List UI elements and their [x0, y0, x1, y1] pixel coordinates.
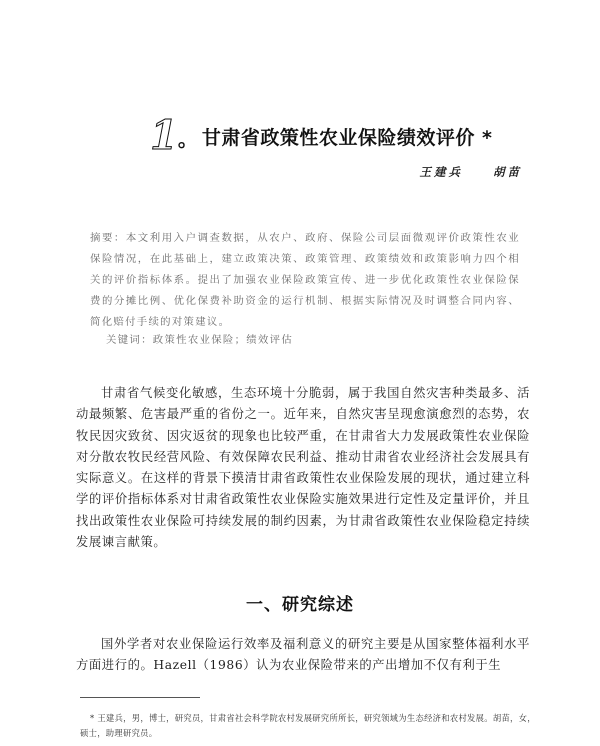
- keywords: 关键词：政策性农业保险；绩效评估: [106, 334, 294, 346]
- author-name: 王建兵: [419, 165, 463, 179]
- footnote: * 王建兵，男，博士，研究员，甘肃省社会科学院农村发展研究所所长，研究领域为生态经济和农村发展。胡苗，女，硕士，助理研究员。: [80, 713, 536, 738]
- body-paragraph: 国外学者对农业保险运行效率及福利意义的研究主要是从国家整体福利水平方面进行的。Hazell（1986）认为农业保险带来的产出增加不仅有利于生: [76, 637, 530, 673]
- section-heading: 一、研究综述: [246, 595, 354, 615]
- abstract-text: 摘要：本文利用入户调查数据，从农户、政府、保险公司层面微观评价政策性农业保险情况，在此基础上，建立政策决策、政策管理、政策绩效和政策影响力四个相关的评价指标体系。提出了加强农业保险政策宣传、进一步优化政策性农业保险保费的分摊比例、优化保费补助资金的运行机制、根据实际情况及时调整合同内容、简化赔付手续的对策建议。: [90, 232, 520, 328]
- author-name: 胡苗: [493, 165, 522, 179]
- page-title: 甘肃省政策性农业保险绩效评价 *: [201, 127, 493, 149]
- chapter-title: [150, 112, 550, 159]
- chapter-number: 1: [150, 112, 178, 159]
- body-paragraph: 甘肃省气候变化敏感，生态环境十分脆弱，属于我国自然灾害种类最多、活动最频繁、危害最严重的省份之一。近年来，自然灾害呈现愈演愈烈的态势，农牧民因灾致贫、因灾返贫的现象也比较严重，在甘肃省大力发展政策性农业保险对分散农牧民经营风险、有效保障农民利益、推动甘肃省农业经济社会发展具有实际意义。在这样的背景下摸清甘肃省政策性农业保险发展的现状，通过建立科学的评价指标体系对甘肃省政策性农业保险实施效果进行定性及定量评价，并且找出政策性农业保险可持续发展的制约因素，为甘肃省政策性农业保险稳定持续发展谏言献策。: [76, 386, 530, 550]
- footnote-divider: [80, 697, 200, 698]
- chapter-number-dot: 。: [177, 127, 198, 151]
- author-list: [420, 164, 523, 180]
